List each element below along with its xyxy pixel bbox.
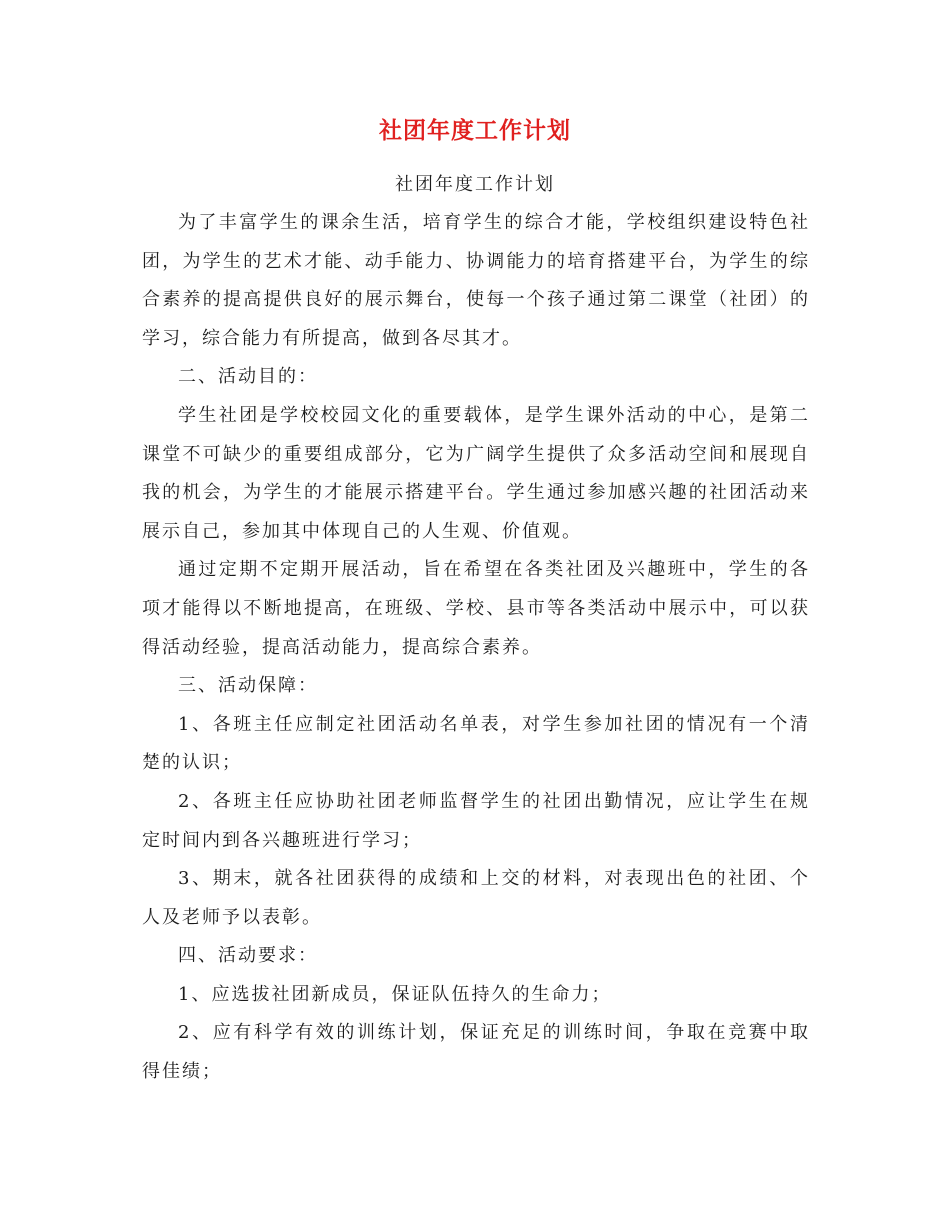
document-subtitle: 社团年度工作计划 xyxy=(395,174,555,195)
document-title: 社团年度工作计划 xyxy=(379,118,571,144)
paragraph-purpose-1: 学生社团是学校校园文化的重要载体，是学生课外活动的中心，是第二课堂不可缺少的重要组成部分，它为广阔学生提供了众多活动空间和展现自我的机会，为学生的才能展示搭建平台。学生通过参加感兴趣的社团活动来展示自己，参加其中体现自己的人生观、价值观。 xyxy=(142,404,810,542)
paragraph-guarantee-1: 1、各班主任应制定社团活动名单表，对学生参加社团的情况有一个清楚的认识； xyxy=(142,713,810,774)
paragraph-purpose-2: 通过定期不定期开展活动，旨在希望在各类社团及兴趣班中，学生的各项才能得以不断地提高，在班级、学校、县市等各类活动中展示中，可以获得活动经验，提高活动能力，提高综合素养。 xyxy=(142,559,810,658)
paragraph-guarantee-3: 3、期末，就各社团获得的成绩和上交的材料，对表现出色的社团、个人及老师予以表彰。 xyxy=(142,868,810,928)
section-heading-guarantee: 三、活动保障： xyxy=(178,675,318,697)
paragraph-requirements-1: 1、应选拔社团新成员，保证队伍持久的生命力； xyxy=(178,983,612,1005)
document-body xyxy=(142,204,810,1092)
paragraph-requirements-2: 2、应有科学有效的训练计划，保证充足的训练时间，争取在竞赛中取得佳绩； xyxy=(142,1022,810,1083)
paragraph-guarantee-2: 2、各班主任应协助社团老师监督学生的社团出勤情况，应让学生在规定时间内到各兴趣班进行学习； xyxy=(142,790,810,851)
section-heading-requirements: 四、活动要求： xyxy=(178,945,318,967)
paragraph-intro: 为了丰富学生的课余生活，培育学生的综合才能，学校组织建设特色社团，为学生的艺术才能、动手能力、协调能力的培育搭建平台，为学生的综合素养的提高提供良好的展示舞台，使每一个孩子通过第二课堂（社团）的学习，综合能力有所提高，做到各尽其才。 xyxy=(142,212,810,349)
section-heading-purpose: 二、活动目的： xyxy=(178,366,318,388)
